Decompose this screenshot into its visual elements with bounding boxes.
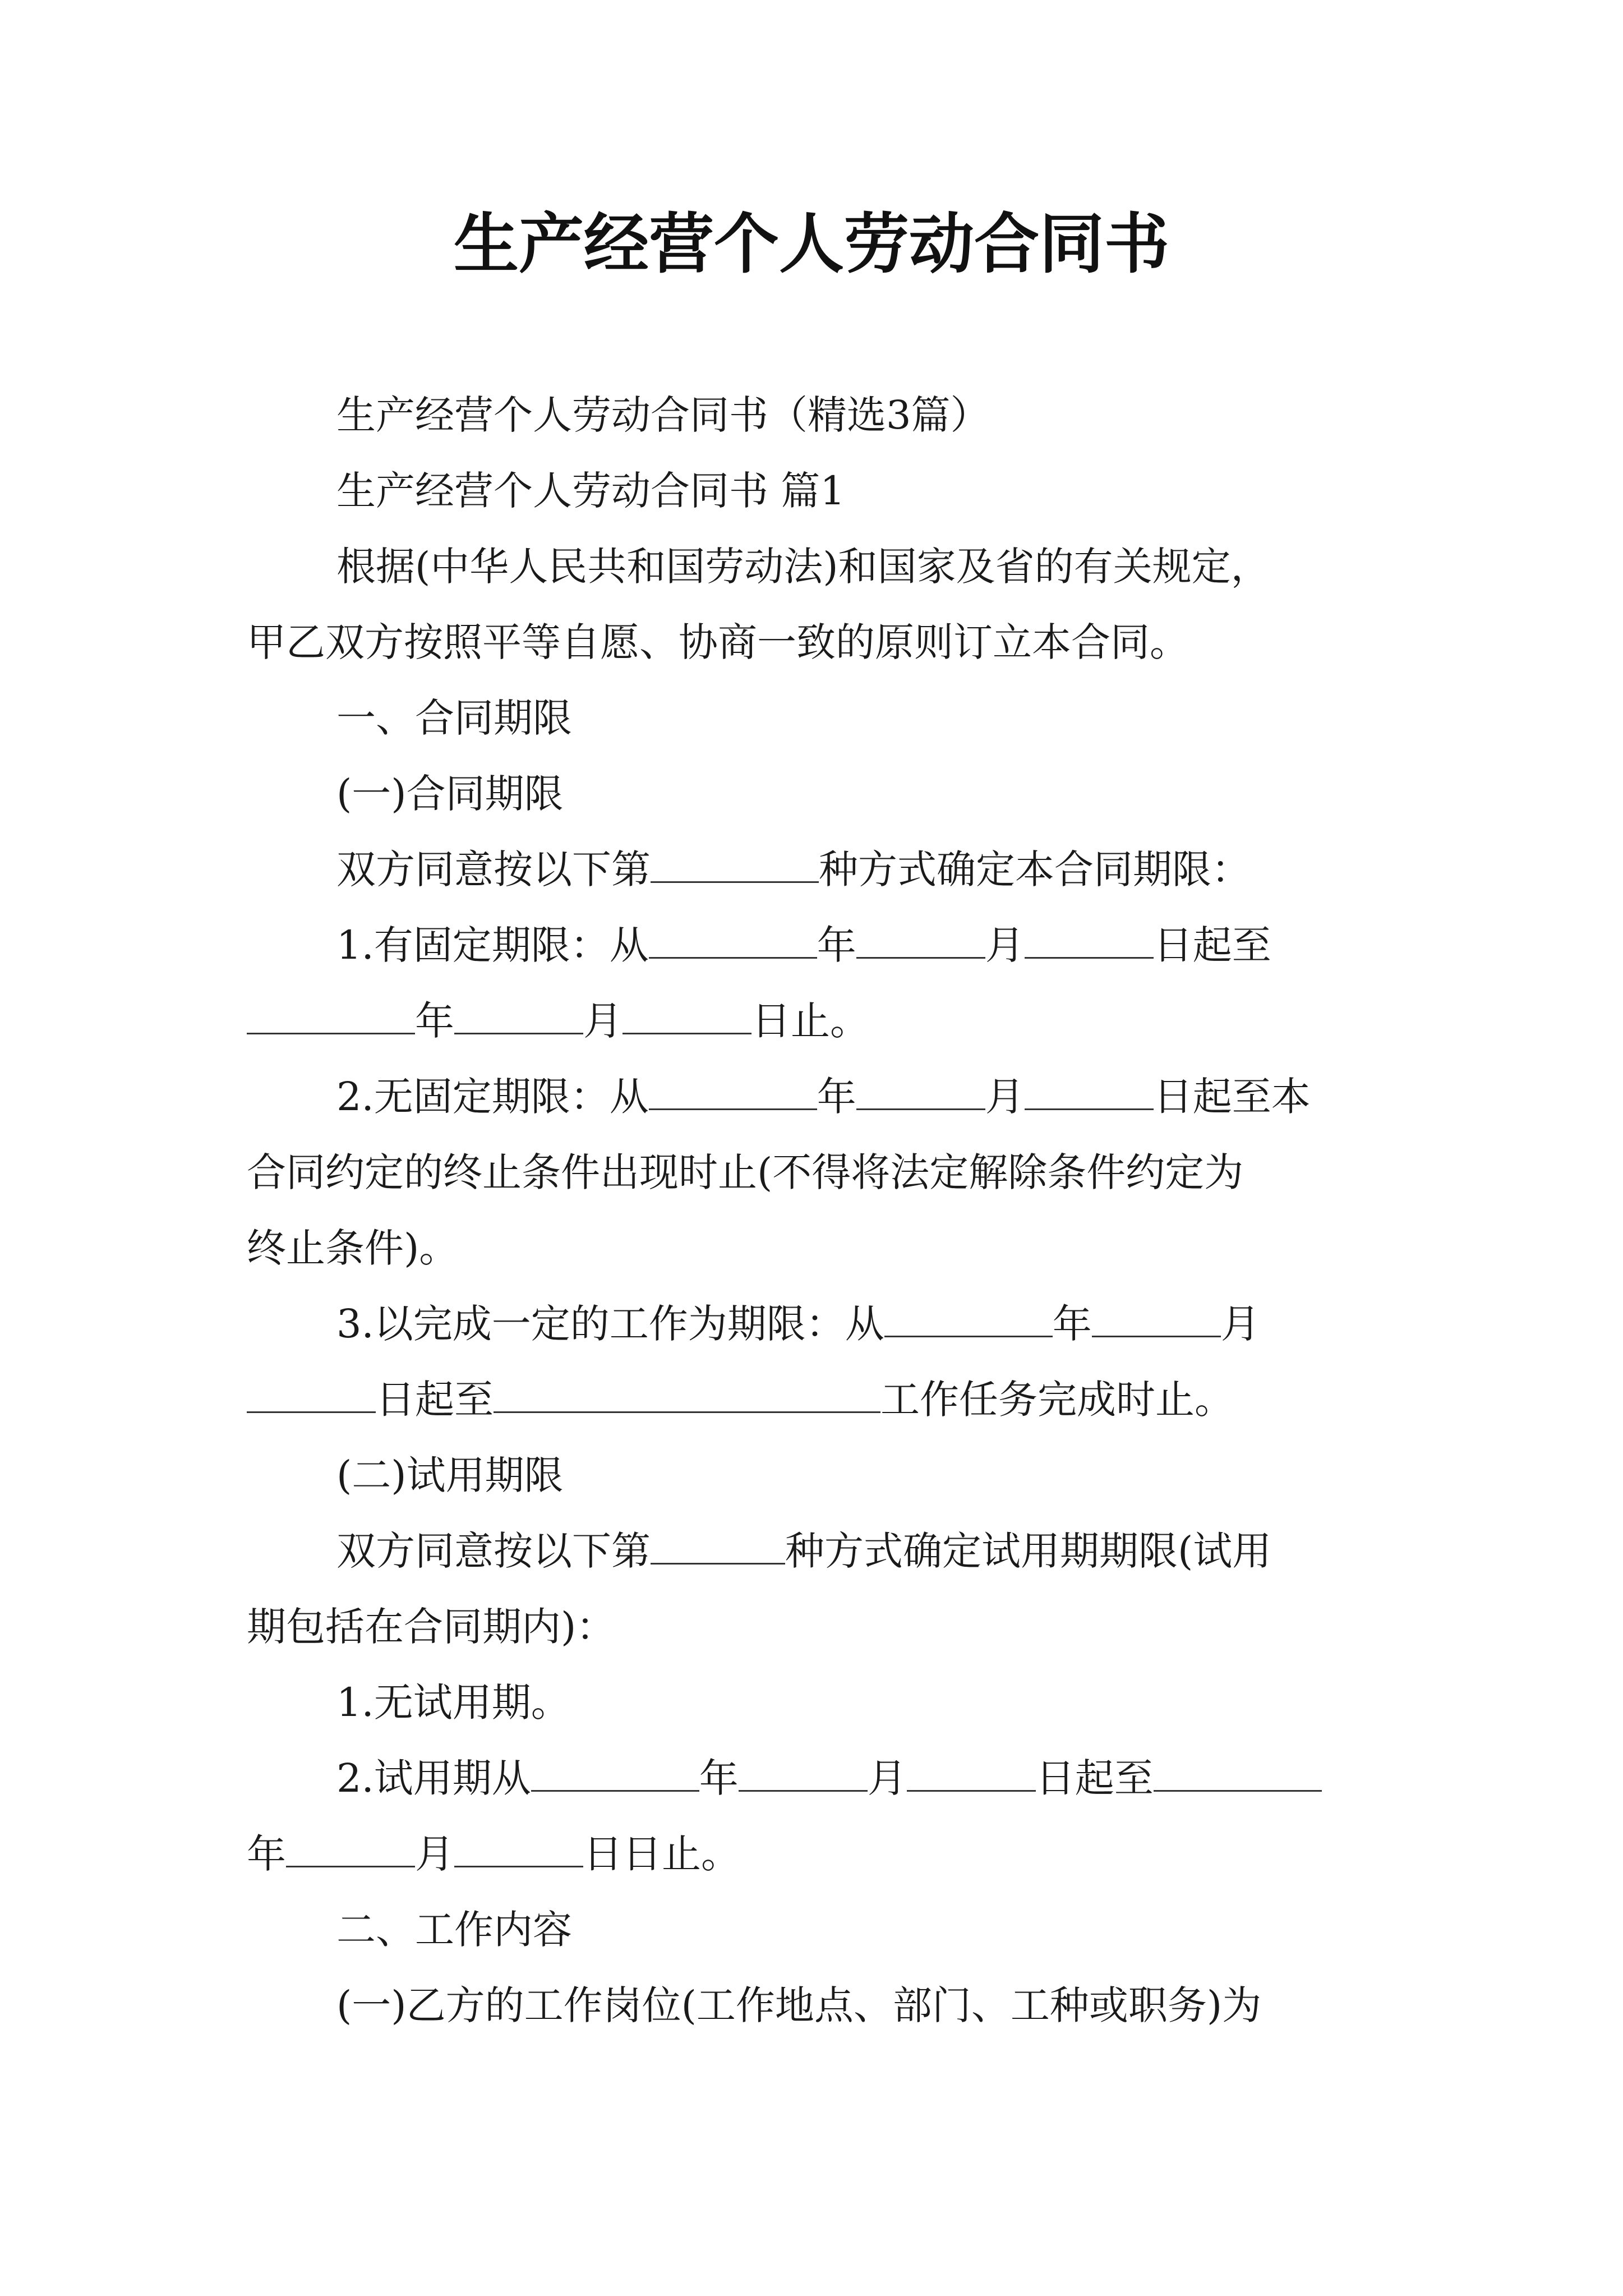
text-segment: 年 <box>1052 1301 1092 1347</box>
text-segment: 年 <box>415 998 454 1044</box>
text-segment: 日起至本 <box>1153 1074 1311 1120</box>
paragraph-line <box>336 1296 1260 1352</box>
fill-in-blank[interactable] <box>651 842 819 883</box>
paragraph-line <box>247 1826 740 1882</box>
fill-in-blank[interactable] <box>286 1826 415 1867</box>
text-segment: 期包括在合同期内)： <box>247 1604 616 1650</box>
fill-in-blank[interactable] <box>494 1372 880 1413</box>
text-segment: 生产经营个人劳动合同书 篇1 <box>336 468 845 514</box>
fill-in-blank[interactable] <box>856 918 985 959</box>
paragraph-line <box>336 841 1251 898</box>
subtitle-line <box>336 387 990 443</box>
section-heading <box>336 1902 572 1958</box>
fill-in-blank[interactable] <box>247 1372 376 1413</box>
text-segment: 日止。 <box>751 998 869 1044</box>
paragraph-line <box>247 993 869 1049</box>
text-segment: 2.试用期从 <box>336 1755 531 1801</box>
text-segment: 月 <box>415 1831 454 1877</box>
fill-in-blank[interactable] <box>1154 1751 1322 1792</box>
text-segment: 种方式确定本合同期限： <box>819 846 1251 892</box>
text-segment: 1.有固定期限：从 <box>336 922 649 968</box>
text-segment: 工作任务完成时止。 <box>880 1377 1234 1423</box>
text-segment: 二、工作内容 <box>336 1907 572 1953</box>
paragraph-line <box>247 614 1189 670</box>
paragraph-line <box>247 1599 615 1655</box>
text-segment: 日日止。 <box>583 1831 740 1877</box>
text-segment: 2.无固定期限：从 <box>336 1074 649 1120</box>
text-segment: 月 <box>867 1755 907 1801</box>
text-segment: 双方同意按以下第 <box>336 846 651 892</box>
paragraph-line <box>336 1523 1271 1579</box>
paragraph-line <box>247 1220 458 1276</box>
subsection-heading <box>336 766 564 822</box>
paragraph-line <box>247 1372 1234 1428</box>
paragraph-line <box>336 1750 1322 1806</box>
fill-in-blank[interactable] <box>623 993 751 1034</box>
text-segment: (一)合同期限 <box>336 771 564 817</box>
text-segment: 年 <box>247 1831 286 1877</box>
subsection-heading <box>336 1447 564 1503</box>
text-segment: 根据(中华人民共和国劳动法)和国家及省的有关规定， <box>336 544 1270 590</box>
text-segment: 种方式确定试用期期限(试用 <box>785 1528 1272 1574</box>
text-segment: 日起至 <box>1153 922 1271 968</box>
fill-in-blank[interactable] <box>454 993 583 1034</box>
fill-in-blank[interactable] <box>531 1751 699 1792</box>
text-segment: 月 <box>1220 1301 1260 1347</box>
fill-in-blank[interactable] <box>856 1069 985 1110</box>
text-segment: 3.以完成一定的工作为期限：从 <box>336 1301 884 1347</box>
section-heading <box>336 690 572 746</box>
text-segment: 终止条件)。 <box>247 1225 459 1271</box>
paragraph-line <box>336 917 1271 973</box>
document-title: 生产经营个人劳动合同书 <box>454 206 1169 282</box>
fill-in-blank[interactable] <box>1025 918 1154 959</box>
fill-in-blank[interactable] <box>884 1296 1053 1337</box>
paragraph-line <box>336 1977 1261 2033</box>
text-segment: 月 <box>985 922 1025 968</box>
paragraph-line <box>336 539 1270 595</box>
text-segment: 月 <box>985 1074 1025 1120</box>
text-segment: 甲乙双方按照平等自愿、协商一致的原则订立本合同。 <box>247 619 1189 665</box>
paragraph-line <box>336 1674 570 1731</box>
fill-in-blank[interactable] <box>649 918 817 959</box>
text-segment: 一、合同期限 <box>336 695 572 741</box>
fill-in-blank[interactable] <box>907 1751 1036 1792</box>
text-segment: 年 <box>699 1755 739 1801</box>
paragraph-line <box>247 1144 1243 1200</box>
text-segment: 月 <box>583 998 623 1044</box>
section-heading <box>336 463 845 519</box>
text-segment: 合同约定的终止条件出现时止(不得将法定解除条件约定为 <box>247 1149 1244 1195</box>
fill-in-blank[interactable] <box>651 1524 785 1565</box>
fill-in-blank[interactable] <box>1025 1069 1154 1110</box>
paragraph-line <box>336 1069 1311 1125</box>
text-segment: 日起至 <box>1035 1755 1154 1801</box>
fill-in-blank[interactable] <box>247 993 415 1034</box>
fill-in-blank[interactable] <box>649 1069 817 1110</box>
text-segment: 双方同意按以下第 <box>336 1528 651 1574</box>
text-segment: 生产经营个人劳动合同书（精选3篇） <box>336 392 990 438</box>
text-segment: (一)乙方的工作岗位(工作地点、部门、工种或职务)为 <box>336 1982 1262 2028</box>
fill-in-blank[interactable] <box>1092 1296 1221 1337</box>
text-segment: 年 <box>817 922 856 968</box>
text-segment: 年 <box>817 1074 856 1120</box>
fill-in-blank[interactable] <box>454 1826 583 1867</box>
text-segment: 日起至 <box>376 1377 494 1423</box>
fill-in-blank[interactable] <box>739 1751 868 1792</box>
text-segment: (二)试用期限 <box>336 1452 564 1498</box>
text-segment: 1.无试用期。 <box>336 1680 570 1726</box>
